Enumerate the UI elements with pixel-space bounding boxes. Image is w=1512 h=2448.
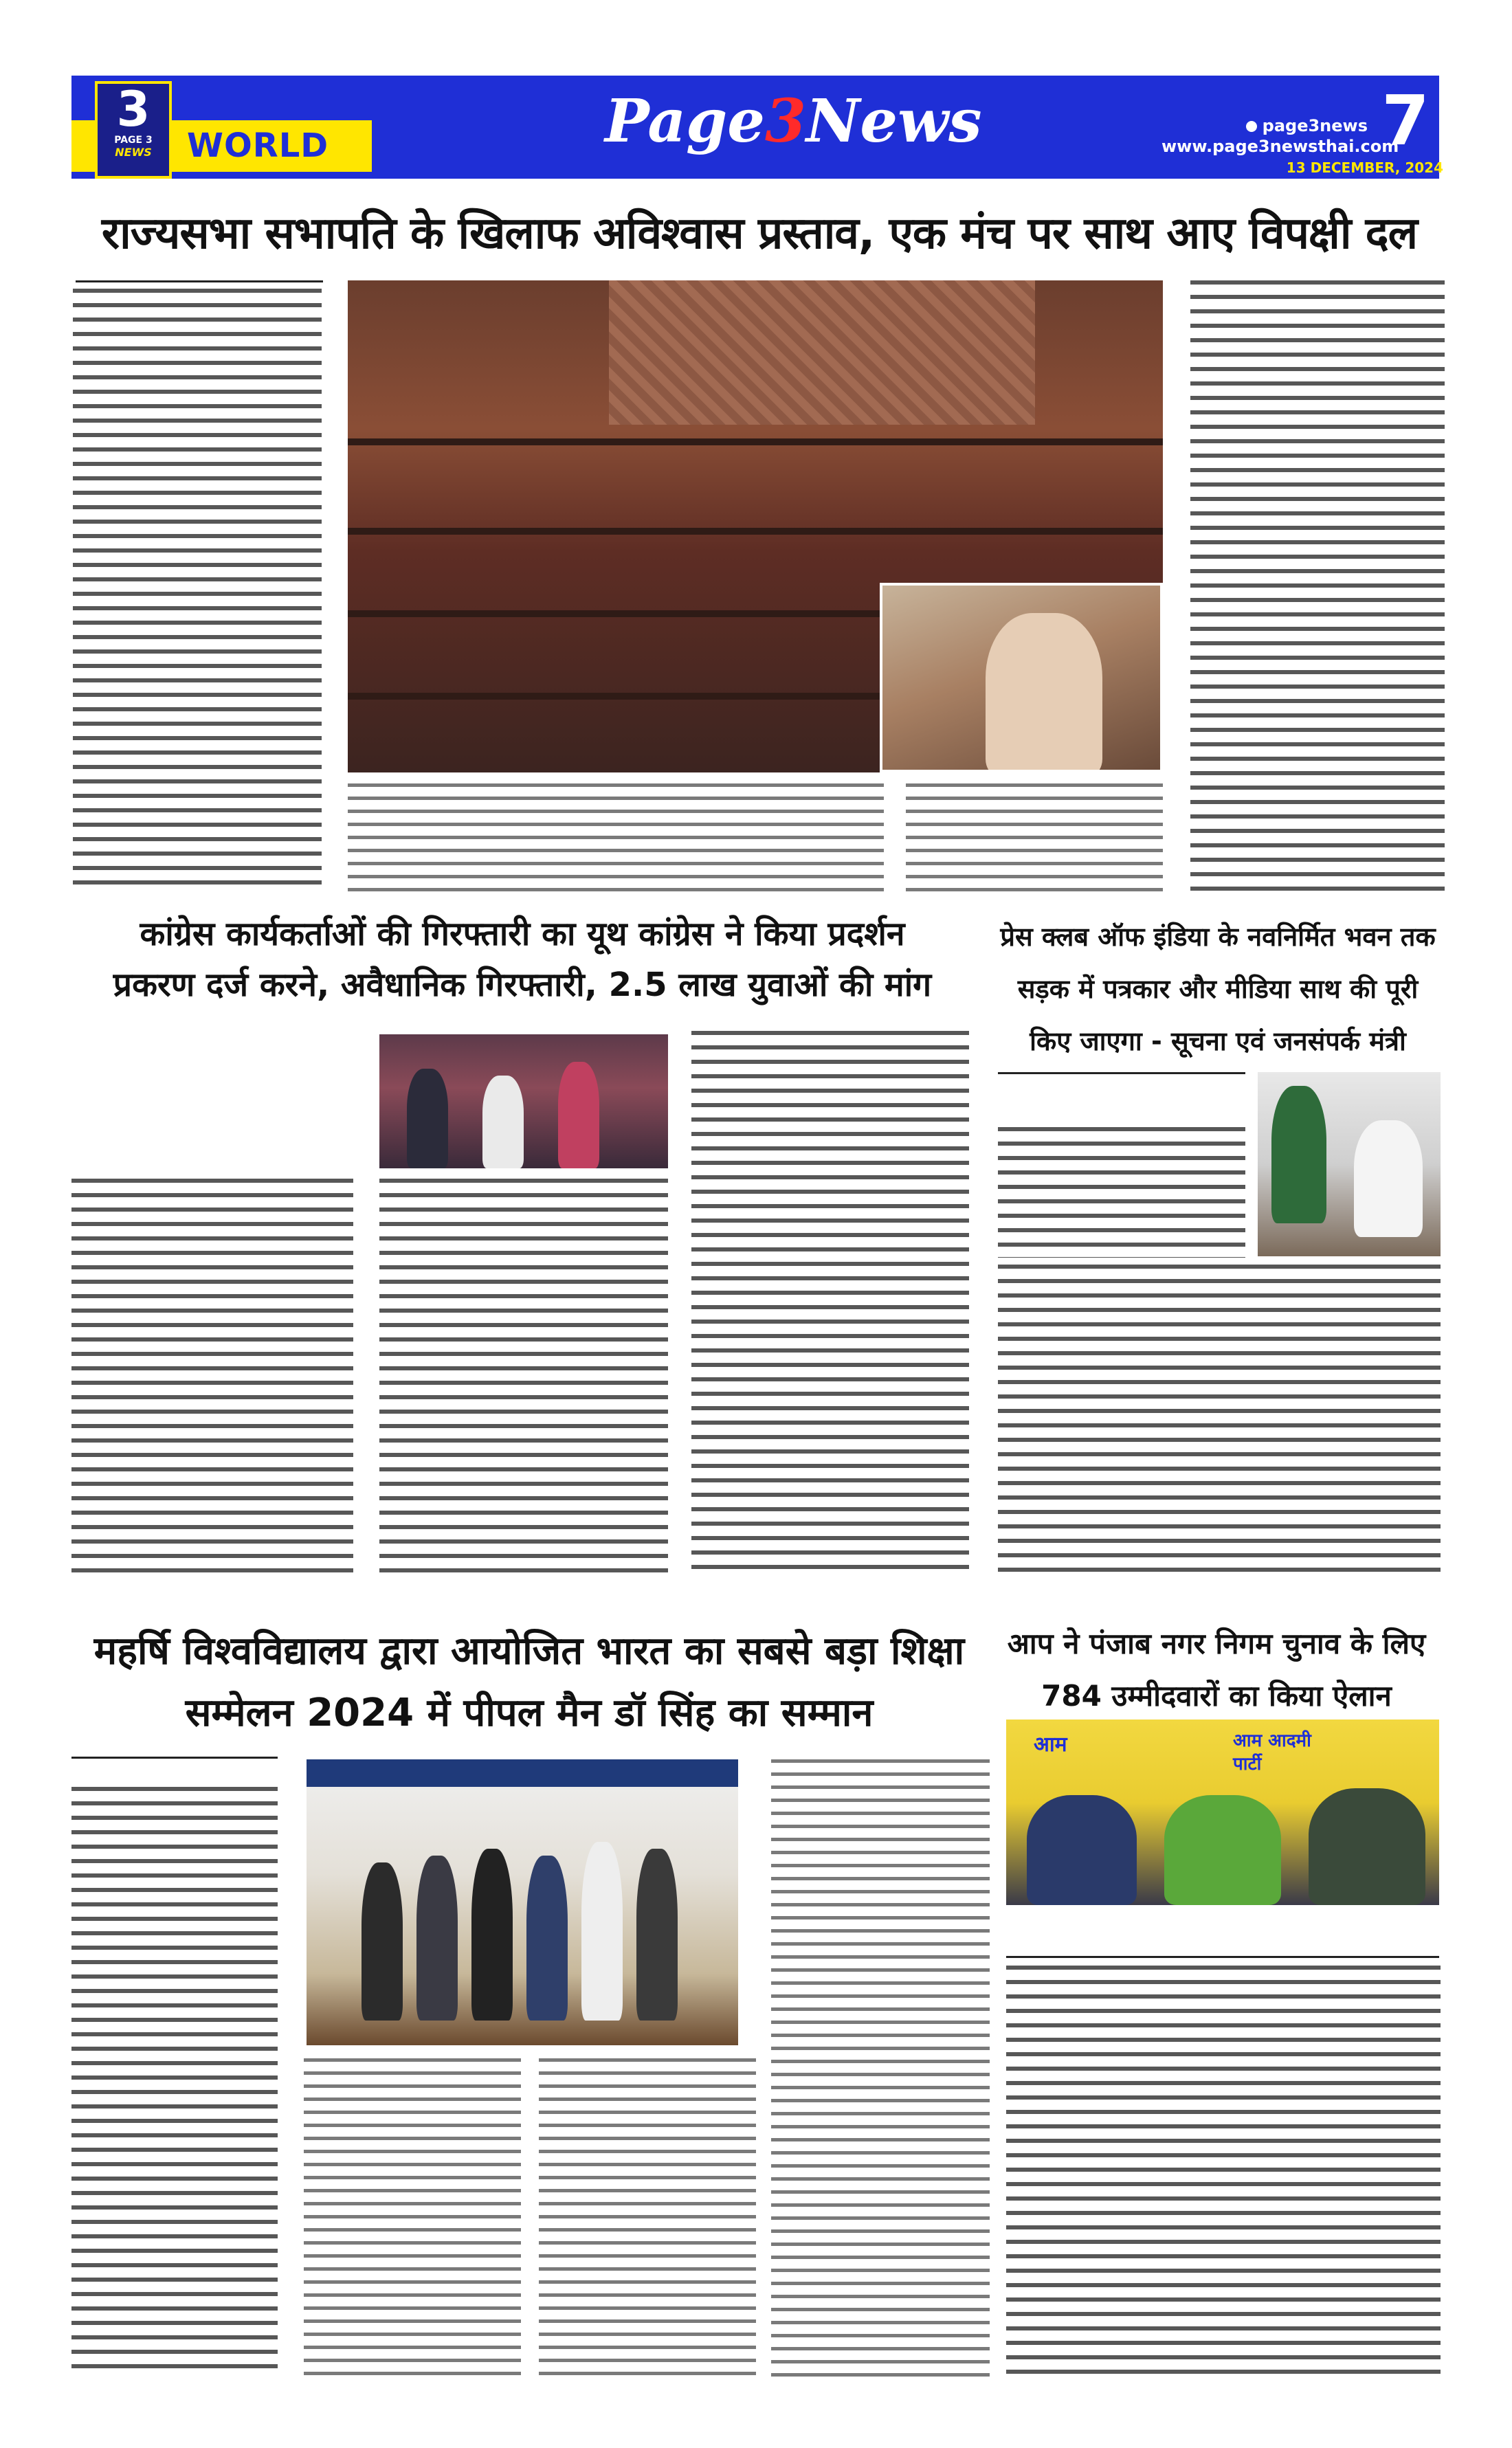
seat-row xyxy=(348,438,1163,445)
stage-banner xyxy=(307,1759,738,1787)
speaker-figure xyxy=(1027,1795,1137,1905)
aap-banner-right: आम आदमी पार्टी xyxy=(1233,1731,1311,1774)
social-handle: page3news xyxy=(1262,116,1368,135)
byline-rule xyxy=(76,280,323,282)
press-column-1a xyxy=(998,1127,1245,1258)
logo-sub: PAGE 3 xyxy=(114,135,153,146)
crowd-figure xyxy=(482,1076,524,1168)
main-column-3 xyxy=(906,783,1163,900)
page-number: 7 xyxy=(1381,80,1430,161)
guest-figure xyxy=(362,1862,403,2021)
brand-suffix: News xyxy=(805,87,982,156)
brand-title xyxy=(605,84,982,159)
aap-banner-left: आम xyxy=(1034,1733,1067,1757)
social-line xyxy=(1161,115,1368,136)
honoree-figure xyxy=(581,1842,623,2021)
minister-figure xyxy=(1354,1120,1423,1237)
main-headline: राज्यसभा सभापति के खिलाफ अविश्वास प्रस्ताव, एक मंच पर साथ आए विपक्षी दल xyxy=(101,208,1418,259)
education-column-2 xyxy=(304,2058,521,2378)
aap-column xyxy=(1006,1966,1441,2378)
masthead-contact xyxy=(1161,115,1399,157)
education-column-3 xyxy=(539,2058,756,2378)
congress-headline-2: प्रकरण दर्ज करने, अवैधानिक गिरफ्तारी, 2.5 लाख युवाओं की मांग xyxy=(113,966,932,1004)
main-column-2 xyxy=(348,783,884,900)
speaker-figure xyxy=(986,613,1102,772)
education-column-1 xyxy=(71,1787,278,2378)
guest-figure xyxy=(416,1856,458,2021)
congress-column-2 xyxy=(379,1179,668,1577)
education-column-4 xyxy=(771,1759,990,2378)
protest-photo xyxy=(379,1034,668,1168)
website-link[interactable]: www.page3newsthai.com xyxy=(1161,137,1399,156)
byline-rule xyxy=(1006,1956,1439,1958)
brand-number: 3 xyxy=(764,87,806,156)
crowd-figure xyxy=(407,1069,448,1168)
logo-number: 3 xyxy=(116,81,151,137)
guest-figure xyxy=(636,1849,678,2021)
main-column-4 xyxy=(1190,280,1445,893)
press-headline: प्रेस क्लब ऑफ इंडिया के नवनिर्मित भवन तक सड़क में पत्रकार और मीडिया साथ की पूरी किए जाएगा - सूचना एवं जनसंपर्क मंत्री xyxy=(1000,922,1436,1056)
congress-headline-1: कांग्रेस कार्यकर्ताओं की गिरफ्तारी का यूथ कांग्रेस ने किया प्रदर्शन xyxy=(140,915,905,953)
guest-figure xyxy=(471,1849,513,2021)
education-headline: महर्षि विश्वविद्यालय द्वारा आयोजित भारत का सबसे बड़ा शिक्षा सम्मेलन 2024 में पीपल मैन डॉ सिंह का सम्मान xyxy=(93,1629,965,1735)
congress-column-1 xyxy=(71,1179,353,1577)
guest-figure xyxy=(526,1856,568,2021)
speaker-figure xyxy=(1309,1788,1425,1905)
crowd-figure xyxy=(558,1062,599,1168)
aap-headline: आप ने पंजाब नगर निगम चुनाव के लिए 784 उम्मीदवारों का किया ऐलान xyxy=(1007,1627,1426,1713)
visitor-figure xyxy=(1271,1086,1326,1223)
issue-date: 13 DECEMBER, 2024 xyxy=(1286,159,1443,176)
byline-rule xyxy=(998,1072,1245,1074)
byline-rule xyxy=(71,1757,278,1759)
brand-prefix: Page xyxy=(605,87,765,156)
logo-news: NEWS xyxy=(115,146,152,159)
chamber-wall xyxy=(609,280,1035,425)
press-column-1b xyxy=(998,1265,1441,1581)
speaker-portrait-photo xyxy=(880,583,1163,772)
page3-logo xyxy=(95,81,172,179)
seat-row xyxy=(348,528,1163,535)
award-ceremony-photo xyxy=(307,1759,738,2045)
congress-column-3 xyxy=(691,1031,969,1577)
main-column-1 xyxy=(73,289,322,893)
social-icon xyxy=(1246,121,1257,132)
speaker-figure xyxy=(1164,1795,1281,1905)
aap-press-conference-photo xyxy=(1006,1720,1439,1905)
minister-meeting-photo xyxy=(1258,1072,1441,1256)
section-label: WORLD xyxy=(187,126,329,165)
